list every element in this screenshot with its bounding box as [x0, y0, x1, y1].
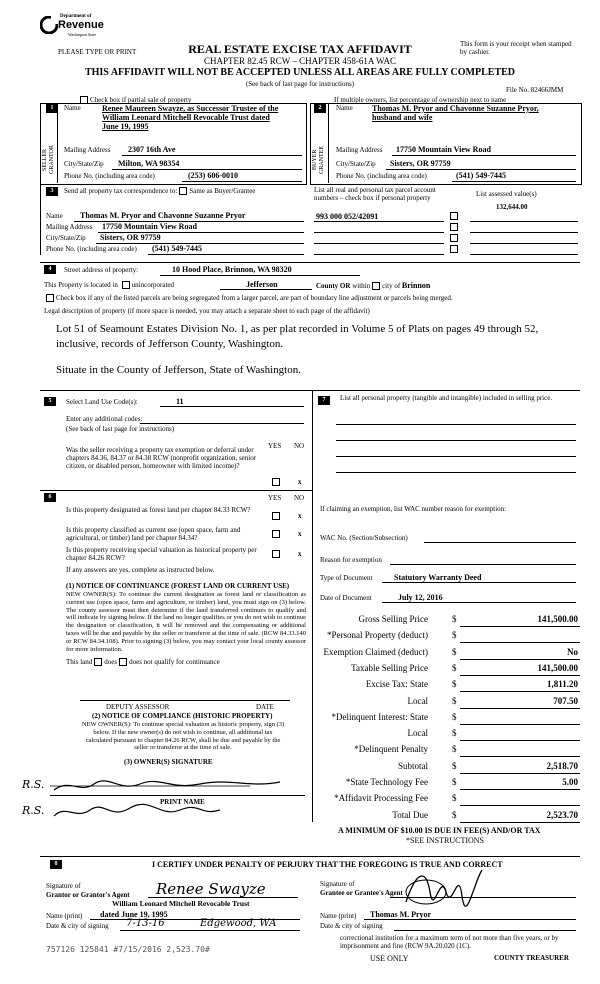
dollar-sign: $: [452, 695, 457, 706]
parcel-1-personal-checkbox[interactable]: [450, 212, 458, 220]
calc-label: *Personal Property (deduct): [327, 630, 428, 641]
grantor-sig-label2: Grantor or Grantor's Agent: [46, 891, 130, 899]
section6-no-header: NO: [294, 494, 305, 502]
street-label: Street address of property:: [64, 266, 139, 274]
calc-label: Local: [407, 728, 428, 739]
multiple-owners-note: If multiple owners, list percentage of ownership next to name: [334, 96, 507, 104]
same-as-buyer-label: Same as Buyer/Grantee: [189, 187, 256, 195]
owner-signature-1: [50, 776, 290, 796]
parcel-number: 993 000 052/42091: [316, 212, 379, 221]
grantor-trust: William Leonard Mitchell Revocable Trust: [112, 899, 250, 908]
dollar-sign: $: [452, 662, 457, 673]
assessed-value: 132,644.00: [496, 203, 528, 211]
corr-city-label: City/State/Zip: [46, 234, 86, 242]
owner-signature-label: (3) OWNER(S) SIGNATURE: [124, 758, 213, 766]
doc-type: Statutory Warranty Deed: [394, 573, 482, 582]
forest-question: Is this property designated as forest land per chapter 84.33 RCW?: [66, 506, 251, 514]
exemption-question: Was the seller receiving a property tax exemption or deferral under chapters 84.36, 84.37 or 84.38 RCW (nonprofit organization, senior citizen, or disabled person, homeowner with limited income)?: [66, 446, 257, 470]
section-4-badge: 4: [44, 265, 56, 274]
seller-name-label: Name: [64, 104, 81, 112]
calc-label: *State Technology Fee: [345, 777, 428, 787]
section6-yes-header: YES: [268, 494, 282, 502]
continuance-title: (1) NOTICE OF CONTINUANCE (FOREST LAND OR CURRENT USE): [66, 582, 290, 590]
seller-city-label: City/State/Zip: [64, 160, 104, 168]
compliance-body: NEW OWNER(S): To continue special valuation as historic property, sign (3) below. If the new owner(s) do not wish to continue, all additional tax calculated pursuant to chapter 84.26 RCW, shall be due and payable by the seller or transferor at the time of sale.: [81, 721, 285, 752]
form-title: REAL ESTATE EXCISE TAX AFFIDAVIT: [188, 42, 412, 56]
forest-no-mark: x: [298, 512, 302, 520]
does-label: does: [104, 658, 118, 666]
section-5-badge: 5: [44, 397, 56, 406]
minimum-note: A MINIMUM OF $10.00 IS DUE IN FEE(S) AND/OR TAX: [338, 826, 541, 835]
grantee-name-print-label: Name (print): [320, 912, 357, 920]
form-warning: THIS AFFIDAVIT WILL NOT BE ACCEPTED UNLESS ALL AREAS ARE FULLY COMPLETED: [84, 67, 516, 78]
buyer-mailing: 17750 Mountain View Road: [396, 145, 491, 154]
seller-phone-label: Phone No. (including area code): [64, 172, 155, 180]
logo-line1: Department of: [60, 14, 92, 19]
calc-label: Excise Tax: State: [365, 679, 428, 690]
corr-name: Thomas M. Pryor and Chavonne Suzanne Pryor: [80, 211, 246, 220]
buyer-mailing-label: Mailing Address: [336, 146, 383, 154]
legal-description: Lot 51 of Seamount Estates Division No. 1, as per plat recorded in Volume 5 of Plats on pages 49 through 52, inclusive, records of Jefferson County, Washington.: [56, 323, 539, 350]
buyer-phone-label: Phone No. (including area code): [336, 172, 427, 180]
grantee-signature: [396, 862, 486, 912]
does-checkbox[interactable]: [94, 658, 102, 666]
dollar-sign: $: [452, 760, 457, 771]
reason-label: Reason for exemption: [320, 556, 382, 564]
legal-situate: Situate in the County of Jefferson, State of Washington.: [56, 364, 301, 376]
section-7-badge: 7: [318, 396, 330, 405]
additional-codes-label: Enter any additional codes:: [66, 415, 143, 423]
parcel-2-personal-checkbox[interactable]: [450, 223, 458, 231]
grantee-sig-label1: Signature of: [320, 880, 355, 888]
logo-line2: Revenue: [58, 19, 104, 31]
personal-property-label: List all personal property (tangible and intangible) included in selling price.: [340, 394, 553, 402]
corr-mailing: 17750 Mountain View Road: [102, 222, 197, 231]
qualify-row: [66, 658, 220, 666]
see-instructions: *SEE INSTRUCTIONS: [406, 836, 485, 845]
corr-phone: (541) 549-7445: [152, 244, 202, 253]
grantor-date-city-label: Date & city of signing: [46, 922, 109, 930]
file-number: File No. 82466JMM: [506, 86, 564, 94]
street-address: 10 Hood Place, Brinnon, WA 98320: [172, 265, 292, 274]
calc-value[interactable]: 1,811.20: [546, 679, 578, 690]
land-use-see-back: (See back of last page for instructions): [66, 425, 175, 433]
buyer-name-label: Name: [336, 104, 353, 112]
section-8-badge: 8: [50, 860, 62, 869]
grantor-name-print: dated June 19, 1995: [100, 910, 168, 919]
corr-mailing-label: Mailing Address: [46, 223, 93, 231]
grantor-city: Edgewood, WA: [200, 918, 277, 929]
grantor-name-print-label: Name (print): [46, 912, 83, 920]
seller-name: [102, 104, 302, 131]
calc-row: [320, 630, 580, 643]
parcel-4-personal-checkbox[interactable]: [450, 245, 458, 253]
buyer-side-label: BUYER GRANTEE: [312, 146, 325, 174]
seller-name-line1: Renee Maureen Swayze, as Successor Trustee of the: [102, 104, 279, 113]
buyer-city-label: City/State/Zip: [336, 160, 376, 168]
section-1-badge: 1: [46, 104, 58, 113]
located-row: [44, 281, 174, 289]
section-3-badge: 3: [46, 187, 58, 196]
city-of-label: city of: [382, 282, 401, 290]
calc-row: [320, 696, 580, 709]
wac-number-label: WAC No. (Section/Subsection): [320, 534, 408, 542]
corr-phone-label: Phone No. (including area code): [46, 245, 137, 253]
calc-label: Total Due: [392, 809, 428, 820]
seller-side-label: SELLER GRANTOR: [42, 145, 55, 175]
dollar-sign: $: [452, 614, 457, 624]
calc-row: [320, 663, 580, 676]
current-use-question: Is this property classified as current use (open space, farm and agricultural, or timber) land per chapter 84.34?: [66, 526, 241, 542]
county-treasurer-label: COUNTY TREASURER: [494, 954, 569, 962]
does-not-label: does not qualify for continuance: [129, 658, 220, 666]
calc-row: [320, 728, 580, 741]
within-city-checkbox[interactable]: [372, 282, 380, 290]
land-use-code: 11: [176, 397, 184, 406]
historic-yes-checkbox[interactable]: [272, 550, 280, 558]
rs-initials-1: R.S.: [22, 778, 45, 791]
seller-mailing: 2307 16th Ave: [128, 145, 176, 154]
dollar-sign: $: [452, 728, 457, 739]
historic-no-mark: x: [298, 550, 302, 558]
exemption-wac-label: If claiming an exemption, list WAC number reason for exemption:: [320, 505, 507, 513]
calc-label: Exemption Claimed (deduct): [323, 646, 428, 657]
calc-value[interactable]: 141,500.00: [537, 662, 578, 673]
doc-type-label: Type of Document: [320, 574, 373, 582]
any-yes-note: If any answers are yes, complete as instructed below.: [66, 566, 215, 574]
section-6-badge: 6: [44, 493, 56, 502]
logo-line3: Washington State: [68, 32, 97, 37]
dor-logo: [40, 14, 110, 40]
rs-initials-2: R.S.: [22, 804, 45, 817]
county-name: Jefferson: [246, 280, 278, 289]
seller-mailing-label: Mailing Address: [64, 146, 111, 154]
current-use-no-mark: x: [298, 530, 302, 538]
forest-yes-checkbox[interactable]: [272, 512, 280, 520]
form-chapter: CHAPTER 82.45 RCW – CHAPTER 458-61A WAC: [204, 56, 396, 66]
dollar-sign: $: [452, 793, 457, 804]
same-as-buyer-checkbox[interactable]: [179, 187, 187, 195]
county-or-label: County OR: [316, 282, 351, 290]
within-row: [316, 281, 430, 290]
correspondence-label: Send all property tax correspondence to:: [64, 187, 178, 195]
within-label: within: [352, 282, 371, 290]
dollar-sign: $: [452, 646, 457, 657]
compliance-title: (2) NOTICE OF COMPLIANCE (HISTORIC PROPERTY): [92, 712, 273, 720]
grantor-sig-label1: Signature of: [46, 882, 81, 890]
calc-row: [320, 810, 580, 823]
calc-value[interactable]: No: [567, 646, 578, 657]
seller-phone: (253) 606-0010: [188, 171, 238, 180]
calc-label: Local: [407, 695, 428, 706]
section-2-badge: 2: [314, 104, 326, 113]
calc-row: [320, 647, 580, 660]
located-label: This Property is located in: [44, 281, 118, 289]
calc-row: [320, 679, 580, 692]
calc-value[interactable]: 141,500.00: [537, 614, 578, 624]
calc-row: [320, 614, 580, 627]
exemption-yes-checkbox[interactable]: [272, 478, 280, 486]
partial-sale-label: Check box if partial sale of property: [90, 96, 192, 104]
seller-name-line3: June 19, 1995: [102, 122, 149, 131]
calc-label: Taxable Selling Price: [351, 662, 428, 673]
owner-signature-2: [50, 802, 230, 822]
parcels-label: List all real and personal tax parcel account numbers – check box if personal property: [314, 186, 436, 202]
grantee-sig-label2: Grantee or Grantee's Agent: [320, 889, 403, 897]
land-use-no-header: NO: [294, 442, 305, 450]
corr-name-label: Name: [46, 212, 63, 220]
dollar-sign: $: [452, 711, 457, 722]
dollar-sign: $: [452, 777, 457, 787]
this-land-label: This land: [66, 658, 93, 666]
buyer-name-line2: husband and wife: [372, 113, 433, 122]
calc-row: [320, 777, 580, 790]
segregated-label: Check box if any of the listed parcels are being segregated from a larger parcel, are part of boundary line adjustment or parcels being merged.: [56, 294, 453, 302]
calc-row: [320, 761, 580, 774]
legal-label: Legal description of property (if more space is needed, you may attach a separate sheet to each page of the affidavit): [44, 307, 370, 315]
grantor-date: 7-13-16: [126, 918, 165, 929]
calc-value[interactable]: 707.50: [553, 695, 578, 706]
deputy-date-label: DATE: [256, 703, 274, 711]
continuance-body: NEW OWNER(S): To continue the current designation as forest land or classification as current use (open space, farm and agriculture, or timber) land, you must sign on (3) below. The county assessor must then determine if the land transferred continues to qualify and will indicate by signing below. If the land no longer qualifies or you do not wish to continue the designation or classification, it will be removed and the compensating or additional taxes will be due and payable by the seller or transferor at the time of sale. (RCW 84.33.140 or RCW 84.34.108). Prior to signing (3) below, you may contact your local county assessor for more information.: [66, 591, 306, 653]
perjury-note: correctional institution for a maximum term of not more than five years, or by imprisonment and fine (RCW 9A.20.020 (1C).: [340, 934, 559, 950]
grantee-date-city-label: Date & city of signing: [320, 922, 383, 930]
segregated-row: [44, 294, 453, 302]
dollar-sign: $: [452, 744, 457, 755]
deputy-assessor-label: DEPUTY ASSESSOR: [106, 703, 170, 711]
receipt-note: This form is your receipt when stamped by cashier.: [460, 40, 572, 56]
city-name: Brinnon: [401, 281, 431, 290]
doc-date-label: Date of Document: [320, 594, 372, 602]
buyer-phone: (541) 549-7445: [456, 171, 506, 180]
doc-date: July 12, 2016: [398, 593, 443, 602]
correspondence-row: [64, 187, 255, 195]
dollar-sign: $: [452, 809, 457, 820]
see-back-note: (See back of last page for instructions): [245, 80, 355, 88]
dollar-sign: $: [452, 630, 457, 641]
calc-value[interactable]: 2,523.70: [546, 809, 578, 820]
calc-label: *Affidavit Processing Fee: [334, 793, 428, 804]
buyer-city: Sisters, OR 97759: [390, 159, 451, 168]
print-name-label: PRINT NAME: [160, 798, 205, 806]
unincorporated-checkbox[interactable]: [122, 281, 130, 289]
print-note: PLEASE TYPE OR PRINT: [58, 48, 137, 56]
seller-name-line2: William Leonard Mitchell Revocable Trust dated: [102, 113, 270, 122]
treasurer-stamp: 757126 125841 #7/15/2016 2,523.70#: [46, 945, 210, 954]
historic-question: Is this property receiving special valuation as historical property per chapter 84.26 RCW?: [66, 546, 257, 562]
calc-label: *Delinquent Interest: State: [331, 711, 428, 722]
current-use-yes-checkbox[interactable]: [272, 530, 280, 538]
logo-swoosh-icon: [40, 16, 58, 34]
calc-label: *Delinquent Penalty: [354, 744, 428, 755]
certify-statement: I CERTIFY UNDER PENALTY OF PERJURY THAT THE FOREGOING IS TRUE AND CORRECT: [152, 860, 503, 869]
exemption-no-mark: x: [298, 478, 302, 486]
grantee-name-print: Thomas M. Pryor: [370, 910, 432, 919]
land-use-label: Select Land Use Code(s):: [66, 398, 138, 406]
calc-value[interactable]: 5.00: [562, 777, 578, 787]
segregated-checkbox[interactable]: [46, 294, 54, 302]
dollar-sign: $: [452, 679, 457, 690]
buyer-name-line1: Thomas M. Pryor and Chavonne Suzanne Pryor,: [372, 104, 539, 113]
corr-city: Sisters, OR 97759: [100, 233, 161, 242]
unincorporated-label: unincorporated: [131, 281, 175, 289]
seller-city: Milton, WA 98354: [118, 159, 180, 168]
calc-label: Subtotal: [397, 760, 428, 771]
calc-row: [320, 712, 580, 725]
parcel-3-personal-checkbox[interactable]: [450, 234, 458, 242]
calc-row: [320, 744, 580, 757]
assessed-label: List assessed value(s): [476, 190, 537, 198]
buyer-name: [372, 104, 577, 122]
calc-label: Gross Selling Price: [358, 614, 428, 624]
calc-value[interactable]: 2,518.70: [546, 760, 578, 771]
use-only-label: USE ONLY: [370, 954, 409, 963]
land-use-yes-header: YES: [268, 442, 282, 450]
does-not-checkbox[interactable]: [119, 658, 127, 666]
grantor-signature: Renee Swayze: [156, 880, 266, 898]
calc-row: [320, 793, 580, 806]
